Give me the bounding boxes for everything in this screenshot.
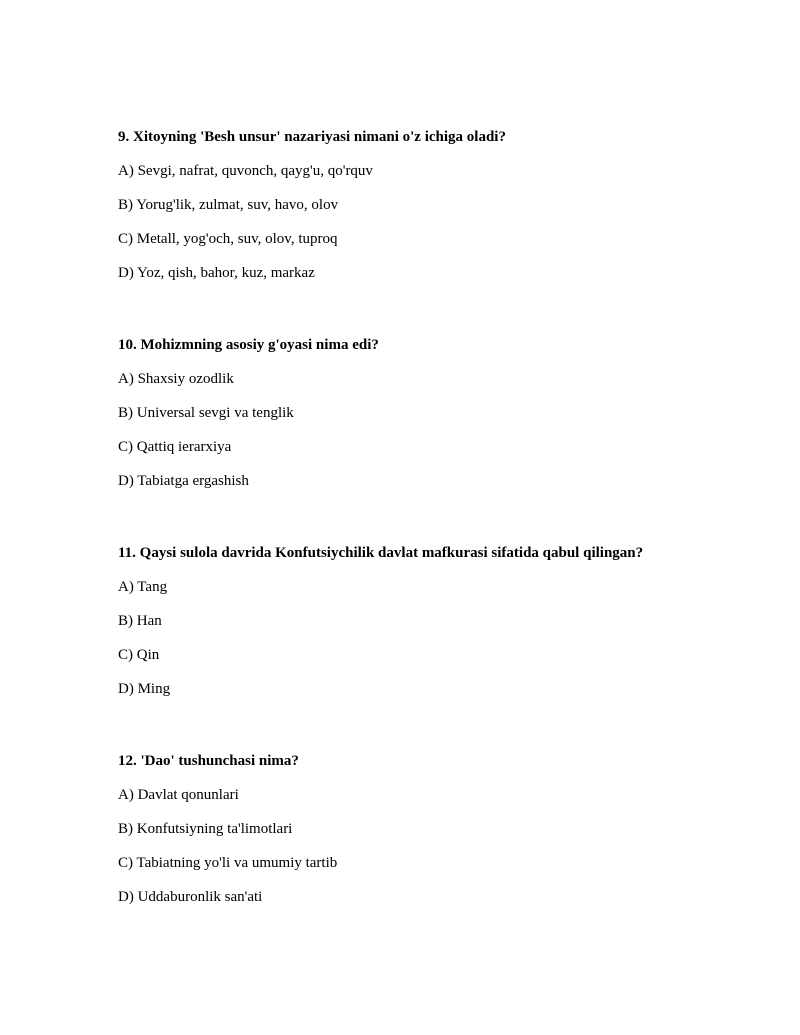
answer-option-a: A) Tang xyxy=(118,579,168,595)
question-11 xyxy=(118,543,758,699)
question-12 xyxy=(118,751,758,907)
answer-option-d: D) Tabiatga ergashish xyxy=(118,473,249,489)
question-title: 10. Mohizmning asosiy g'oyasi nima edi? xyxy=(118,337,379,353)
question-10 xyxy=(118,335,758,491)
answer-option-c: C) Qin xyxy=(118,647,160,663)
answer-option-b: B) Han xyxy=(118,613,162,629)
answer-option-c: C) Tabiatning yo'li va umumiy tartib xyxy=(118,855,338,871)
answer-option-c: C) Metall, yog'och, suv, olov, tuproq xyxy=(118,231,338,247)
answer-option-d: D) Uddaburonlik san'ati xyxy=(118,889,263,905)
answer-option-d: D) Ming xyxy=(118,681,171,697)
question-title: 12. 'Dao' tushunchasi nima? xyxy=(118,753,299,769)
answer-option-a: A) Davlat qonunlari xyxy=(118,787,239,803)
question-title: 11. Qaysi sulola davrida Konfutsiychilik davlat mafkurasi sifatida qabul qilingan? xyxy=(118,545,644,561)
answer-option-b: B) Yorug'lik, zulmat, suv, havo, olov xyxy=(118,197,339,213)
question-9 xyxy=(118,127,758,283)
answer-option-a: A) Sevgi, nafrat, quvonch, qayg'u, qo'rquv xyxy=(118,163,373,179)
answer-option-a: A) Shaxsiy ozodlik xyxy=(118,371,234,387)
question-title: 9. Xitoyning 'Besh unsur' nazariyasi nimani o'z ichiga oladi? xyxy=(118,129,506,145)
answer-option-b: B) Konfutsiyning ta'limotlari xyxy=(118,821,293,837)
answer-option-b: B) Universal sevgi va tenglik xyxy=(118,405,294,421)
answer-option-d: D) Yoz, qish, bahor, kuz, markaz xyxy=(118,265,315,281)
document-page xyxy=(118,127,758,959)
answer-option-c: C) Qattiq ierarxiya xyxy=(118,439,232,455)
